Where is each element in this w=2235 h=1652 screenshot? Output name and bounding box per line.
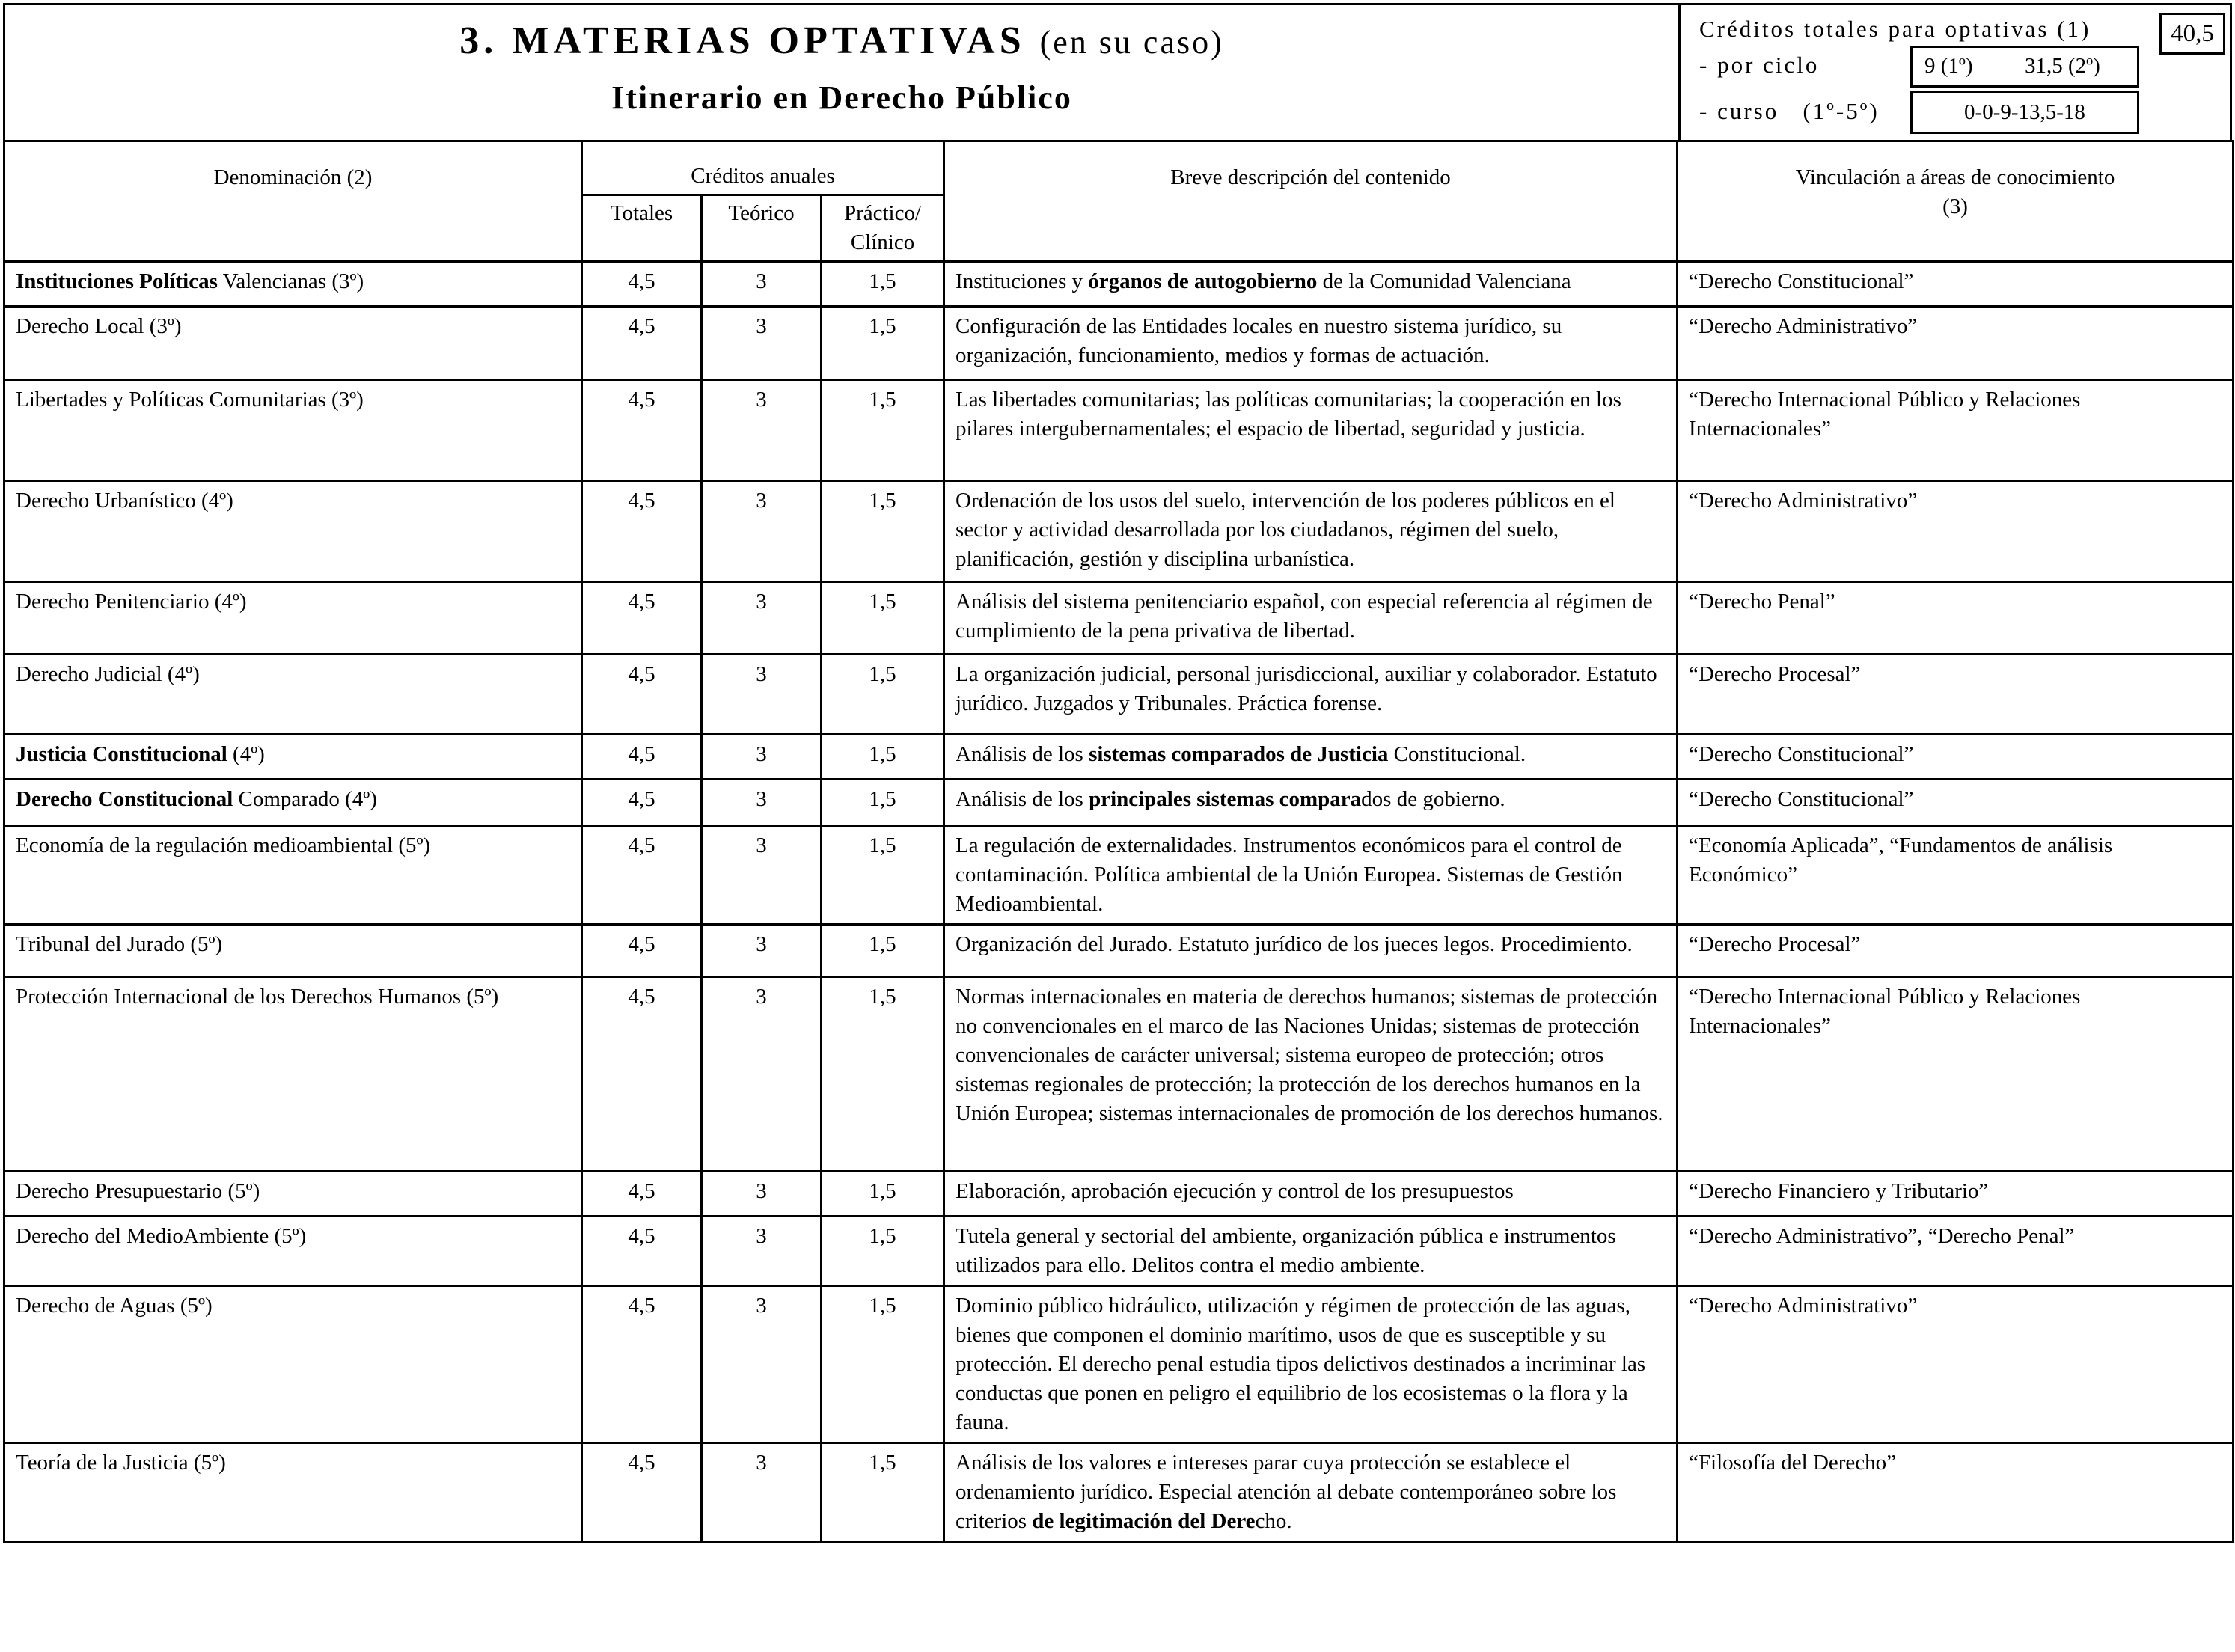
cell-denominacion [4, 582, 582, 655]
denominacion-text: Comparado (4º) [233, 787, 377, 811]
cell-teorico: 3 [702, 925, 822, 977]
cell-practico: 1,5 [822, 307, 944, 380]
cell-vinculacion: “Filosofía del Derecho” [1678, 1443, 2234, 1542]
col-header-practico [822, 195, 944, 262]
col-header-teorico: Teórico [702, 195, 822, 262]
creditos-totales-label: Créditos totales para optativas (1) [1699, 16, 2091, 42]
cell-teorico: 3 [702, 481, 822, 582]
col-header-totales: Totales [582, 195, 702, 262]
cell-descripcion [944, 780, 1678, 826]
descripcion-text: Las libertades comunitarias; las políticas comunitarias; la cooperación en los pilares intergubernamentales; el espacio de libertad, seguridad y justicia. [956, 388, 1621, 441]
cell-descripcion [944, 380, 1678, 481]
cell-practico: 1,5 [822, 1286, 944, 1443]
cell-totales: 4,5 [582, 307, 702, 380]
col-header-denominacion: Denominación (2) [4, 141, 582, 262]
cell-teorico: 3 [702, 826, 822, 925]
page-title [5, 19, 1678, 63]
cell-totales: 4,5 [582, 1172, 702, 1217]
cell-vinculacion: “Derecho Administrativo”, “Derecho Penal” [1678, 1217, 2234, 1286]
cell-teorico: 3 [702, 307, 822, 380]
cell-practico: 1,5 [822, 1443, 944, 1542]
cell-teorico: 3 [702, 380, 822, 481]
cell-vinculacion: “Derecho Internacional Público y Relaciones Internacionales” [1678, 977, 2234, 1172]
cell-totales: 4,5 [582, 380, 702, 481]
curso-value: 0-0-9-13,5-18 [1910, 91, 2139, 134]
denominacion-text: Derecho Penitenciario (4º) [16, 590, 247, 614]
table-body [4, 262, 2234, 1542]
cell-descripcion [944, 1286, 1678, 1443]
cell-denominacion [4, 735, 582, 780]
table-row [4, 655, 2234, 735]
cell-totales: 4,5 [582, 1443, 702, 1542]
cell-denominacion [4, 826, 582, 925]
denominacion-text: Derecho del MedioAmbiente (5º) [16, 1224, 307, 1248]
cell-practico: 1,5 [822, 262, 944, 307]
cell-descripcion [944, 307, 1678, 380]
denominacion-bold: Instituciones Políticas [16, 269, 218, 293]
cell-denominacion [4, 655, 582, 735]
descripcion-bold: principales sistemas compara [1089, 787, 1362, 811]
cell-totales: 4,5 [582, 780, 702, 826]
table-row [4, 977, 2234, 1172]
denominacion-text: Tribunal del Jurado (5º) [16, 932, 223, 956]
descripcion-text: Análisis de los [956, 742, 1089, 766]
page-subtitle: Itinerario en Derecho Público [611, 79, 1072, 116]
table-row [4, 1172, 2234, 1217]
creditos-totales-value: 40,5 [2159, 13, 2225, 55]
cell-teorico: 3 [702, 780, 822, 826]
denominacion-text: Derecho Local (3º) [16, 314, 182, 338]
title-panel [5, 5, 1681, 140]
cell-denominacion [4, 977, 582, 1172]
cell-teorico: 3 [702, 1217, 822, 1286]
table-row [4, 826, 2234, 925]
descripcion-text: Elaboración, aprobación ejecución y control de los presupuestos [956, 1179, 1514, 1203]
descripcion-text: La organización judicial, personal jurisdiccional, auxiliar y colaborador. Estatuto jurídico. Juzgados y Tribunales. Práctica forense. [956, 662, 1657, 715]
credits-panel [1681, 5, 2230, 140]
practico-label: Práctico/ [843, 201, 922, 225]
title-main: 3. MATERIAS OPTATIVAS [459, 19, 1026, 62]
cell-denominacion [4, 307, 582, 380]
cell-teorico: 3 [702, 262, 822, 307]
col-header-creditos-anuales: Créditos anuales [582, 141, 944, 195]
cell-denominacion [4, 780, 582, 826]
cell-teorico: 3 [702, 977, 822, 1172]
descripcion-text: Dominio público hidráulico, utilización y régimen de protección de las aguas, bienes que componen el dominio marítimo, usos de que es susceptible y su protección. El derecho penal estudia tipos delictivos destinados a incriminar las conductas que ponen en peligro el equilibrio de los ecosistemas o la flora y la fauna. [956, 1294, 1646, 1434]
table-header-row [4, 141, 2234, 195]
cell-vinculacion: “Derecho Penal” [1678, 582, 2234, 655]
cell-practico: 1,5 [822, 977, 944, 1172]
col-header-vinculacion [1678, 141, 2234, 262]
cell-denominacion [4, 262, 582, 307]
descripcion-text: La regulación de externalidades. Instrumentos económicos para el control de contaminación. Política ambiental de la Unión Europea. Sistemas de Gestión Medioambiental. [956, 833, 1623, 916]
cell-totales: 4,5 [582, 735, 702, 780]
table-row [4, 1217, 2234, 1286]
cell-practico: 1,5 [822, 655, 944, 735]
descripcion-text: Instituciones y [956, 269, 1089, 293]
denominacion-bold: Derecho Constitucional [16, 787, 233, 811]
cell-totales: 4,5 [582, 1217, 702, 1286]
cell-practico: 1,5 [822, 1172, 944, 1217]
cell-vinculacion: “Economía Aplicada”, “Fundamentos de análisis Económico” [1678, 826, 2234, 925]
cell-teorico: 3 [702, 655, 822, 735]
descripcion-text-end: de la Comunidad Valenciana [1317, 269, 1571, 293]
cell-descripcion [944, 481, 1678, 582]
cell-vinculacion: “Derecho Administrativo” [1678, 307, 2234, 380]
clinico-label: Clínico [850, 230, 915, 254]
descripcion-text: Análisis de los [956, 787, 1089, 811]
cell-vinculacion: “Derecho Constitucional” [1678, 735, 2234, 780]
col-header-descripcion: Breve descripción del contenido [944, 141, 1678, 262]
cell-denominacion [4, 1443, 582, 1542]
denominacion-text: Protección Internacional de los Derechos Humanos (5º) [16, 985, 499, 1009]
cell-denominacion [4, 1172, 582, 1217]
descripcion-text: Organización del Jurado. Estatuto jurídico de los jueces legos. Procedimiento. [956, 932, 1633, 956]
cell-denominacion [4, 1217, 582, 1286]
cell-descripcion [944, 1217, 1678, 1286]
cell-totales: 4,5 [582, 655, 702, 735]
cell-teorico: 3 [702, 1286, 822, 1443]
denominacion-text: Derecho Presupuestario (5º) [16, 1179, 260, 1203]
denominacion-text: Derecho de Aguas (5º) [16, 1294, 213, 1318]
cell-teorico: 3 [702, 1443, 822, 1542]
vinculacion-note: (3) [1942, 195, 1968, 218]
cell-vinculacion: “Derecho Administrativo” [1678, 1286, 2234, 1443]
cell-descripcion [944, 826, 1678, 925]
cell-practico: 1,5 [822, 925, 944, 977]
cell-teorico: 3 [702, 582, 822, 655]
por-ciclo-box [1910, 46, 2139, 88]
table-row [4, 307, 2234, 380]
cell-vinculacion: “Derecho Financiero y Tributario” [1678, 1172, 2234, 1217]
cell-practico: 1,5 [822, 481, 944, 582]
cell-totales: 4,5 [582, 1286, 702, 1443]
cell-totales: 4,5 [582, 977, 702, 1172]
cell-descripcion [944, 262, 1678, 307]
descripcion-text: Análisis del sistema penitenciario español, con especial referencia al régimen de cumplimiento de la pena privativa de libertad. [956, 590, 1653, 643]
table-row [4, 262, 2234, 307]
table-row [4, 1443, 2234, 1542]
cell-descripcion [944, 582, 1678, 655]
table-row [4, 780, 2234, 826]
curso-label: - curso (1º-5º) [1699, 98, 1880, 124]
vinculacion-label: Vinculación a áreas de conocimiento [1795, 165, 2115, 189]
cell-totales: 4,5 [582, 582, 702, 655]
cell-totales: 4,5 [582, 262, 702, 307]
descripcion-bold: órganos de autogobierno [1088, 269, 1318, 293]
descripcion-text: Configuración de las Entidades locales en nuestro sistema jurídico, su organización, funcionamiento, medios y formas de actuación. [956, 314, 1562, 367]
descripcion-bold: sistemas comparados de Justicia [1089, 742, 1389, 766]
cell-descripcion [944, 925, 1678, 977]
cell-vinculacion: “Derecho Constitucional” [1678, 780, 2234, 826]
table-row [4, 582, 2234, 655]
cell-vinculacion: “Derecho Procesal” [1678, 925, 2234, 977]
document-page [3, 3, 2232, 1649]
cell-descripcion [944, 977, 1678, 1172]
por-ciclo-value-2: 31,5 (2º) [2025, 54, 2100, 78]
cell-vinculacion: “Derecho Administrativo” [1678, 481, 2234, 582]
cell-denominacion [4, 481, 582, 582]
cell-denominacion [4, 1286, 582, 1443]
denominacion-text: Valencianas (3º) [217, 269, 364, 293]
denominacion-text: Economía de la regulación medioambiental (5º) [16, 833, 431, 857]
cell-totales: 4,5 [582, 925, 702, 977]
cell-descripcion [944, 735, 1678, 780]
descripcion-bold: de legitimación del Dere [1032, 1509, 1256, 1533]
materias-table [3, 140, 2234, 1543]
descripcion-text-end: dos de gobierno. [1361, 787, 1505, 811]
table-row [4, 735, 2234, 780]
cell-practico: 1,5 [822, 380, 944, 481]
table-row [4, 1286, 2234, 1443]
cell-vinculacion: “Derecho Procesal” [1678, 655, 2234, 735]
table-row [4, 481, 2234, 582]
denominacion-text: Derecho Urbanístico (4º) [16, 489, 233, 513]
cell-teorico: 3 [702, 1172, 822, 1217]
descripcion-text: Normas internacionales en materia de derechos humanos; sistemas de protección no convencionales en el marco de las Naciones Unidas; sistemas de protección convencionales de carácter universal; sistema europeo de protección; otros sistemas regionales de protección; la protección de los derechos humanos en la Unión Europea; sistemas internacionales de promoción de los derechos humanos. [956, 985, 1663, 1125]
cell-practico: 1,5 [822, 735, 944, 780]
title-suffix: (en su caso) [1039, 24, 1224, 61]
denominacion-text: Derecho Judicial (4º) [16, 662, 200, 686]
cell-descripcion [944, 655, 1678, 735]
cell-practico: 1,5 [822, 826, 944, 925]
cell-totales: 4,5 [582, 826, 702, 925]
descripcion-text-end: cho. [1255, 1509, 1292, 1533]
cell-descripcion [944, 1172, 1678, 1217]
cell-totales: 4,5 [582, 481, 702, 582]
denominacion-text: (4º) [227, 742, 265, 766]
por-ciclo-value-1: 9 (1º) [1924, 54, 1973, 78]
descripcion-text: Tutela general y sectorial del ambiente, organización pública e instrumentos utilizados para ello. Delitos contra el medio ambiente. [956, 1224, 1616, 1277]
descripcion-text-end: Constitucional. [1388, 742, 1526, 766]
cell-vinculacion: “Derecho Internacional Público y Relaciones Internacionales” [1678, 380, 2234, 481]
descripcion-text: Análisis de los valores e intereses parar cuya protección se establece el ordenamiento jurídico. Especial atención al debate contemporáneo sobre los criterios [956, 1451, 1617, 1533]
cell-denominacion [4, 380, 582, 481]
cell-descripcion [944, 1443, 1678, 1542]
denominacion-text: Teoría de la Justicia (5º) [16, 1451, 226, 1475]
table-row [4, 380, 2234, 481]
cell-practico: 1,5 [822, 582, 944, 655]
descripcion-text: Ordenación de los usos del suelo, intervención de los poderes públicos en el sector y actividad desarrollada por los ciudadanos, régimen del suelo, planificación, gestión y disciplina urbanística. [956, 489, 1615, 571]
cell-teorico: 3 [702, 735, 822, 780]
table-row [4, 925, 2234, 977]
cell-vinculacion: “Derecho Constitucional” [1678, 262, 2234, 307]
cell-practico: 1,5 [822, 780, 944, 826]
denominacion-text: Libertades y Políticas Comunitarias (3º) [16, 388, 364, 412]
denominacion-bold: Justicia Constitucional [16, 742, 227, 766]
cell-denominacion [4, 925, 582, 977]
por-ciclo-label: - por ciclo [1699, 52, 1820, 78]
cell-practico: 1,5 [822, 1217, 944, 1286]
header-block [3, 3, 2232, 142]
